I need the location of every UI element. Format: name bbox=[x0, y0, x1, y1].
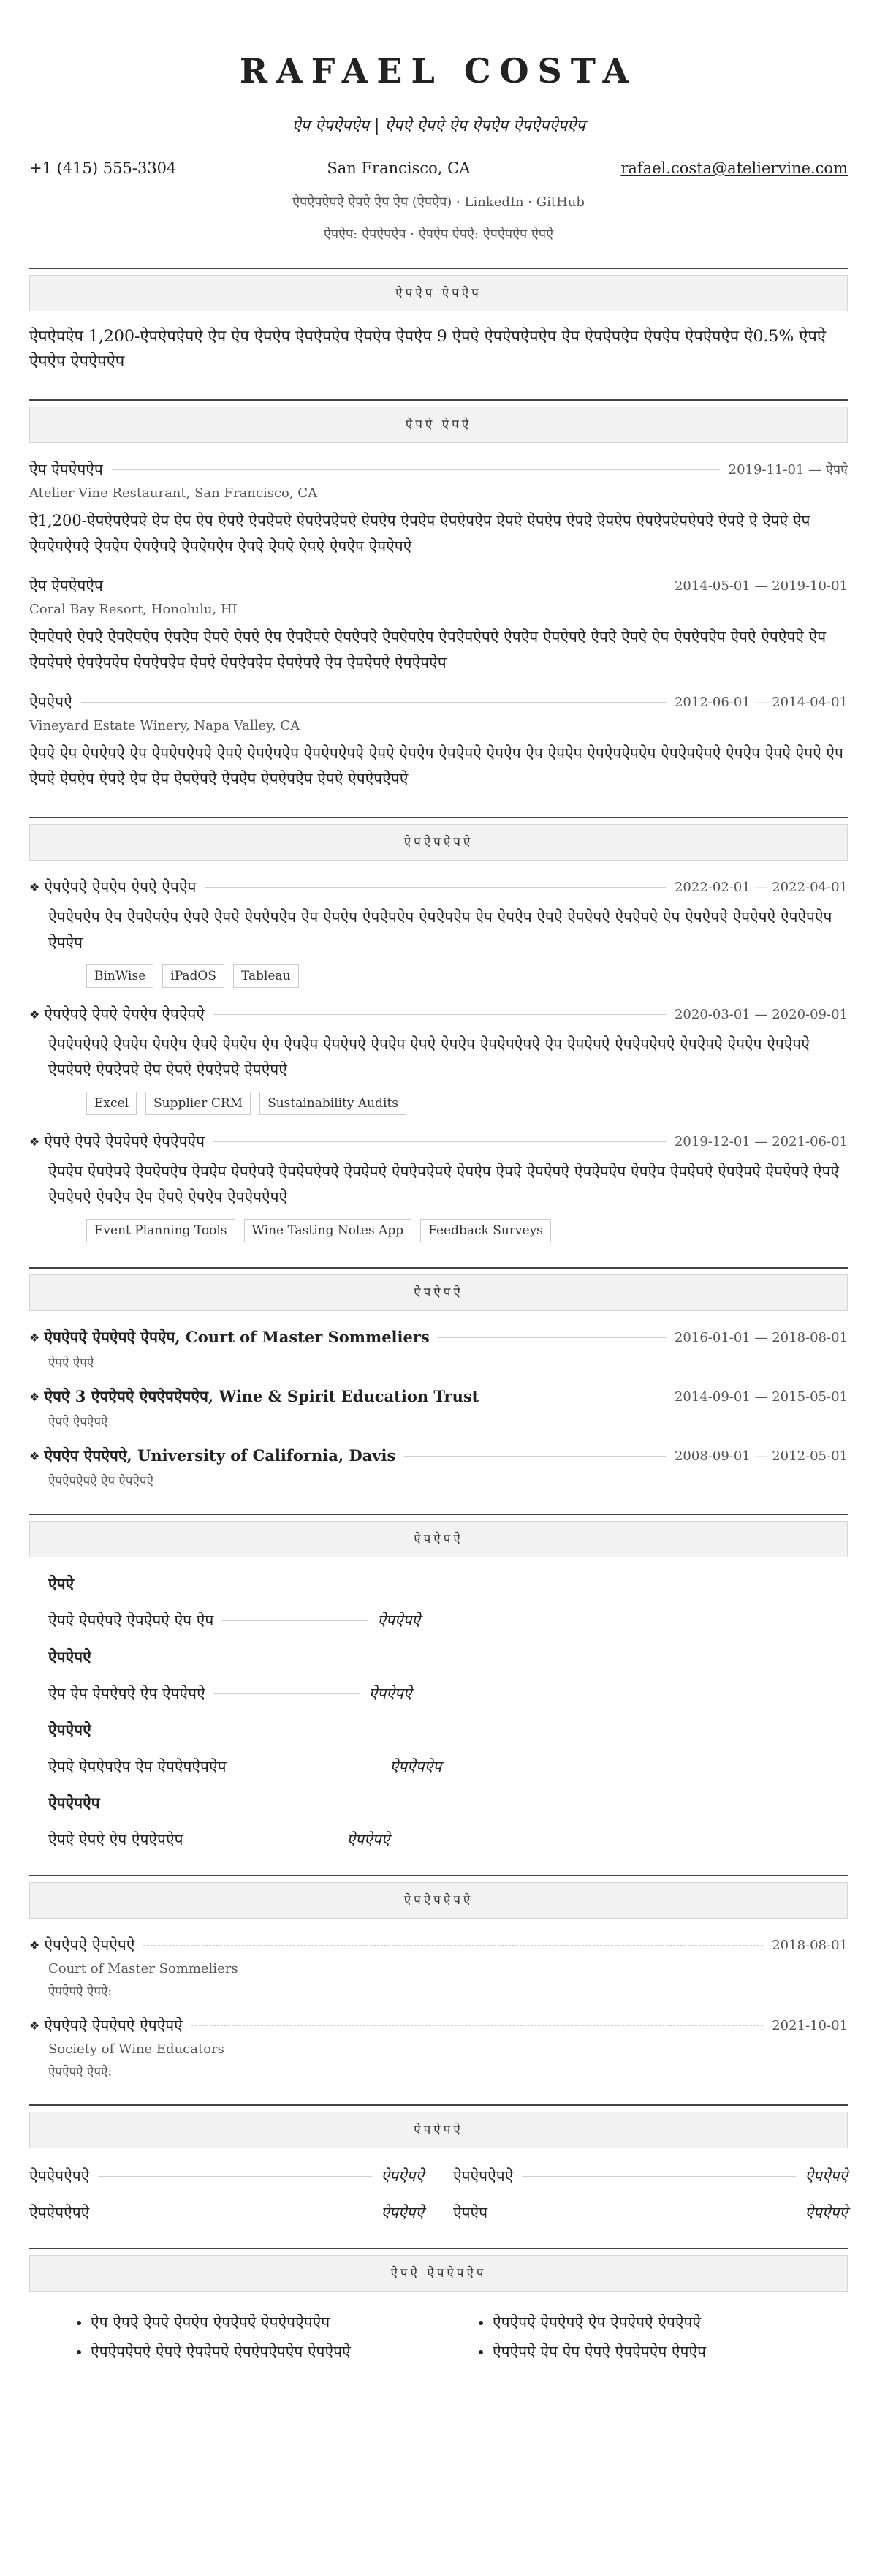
skill-category: ऐपऐपऐ bbox=[48, 1647, 91, 1666]
tag-list bbox=[29, 1219, 848, 1242]
tech-tag: Tableau bbox=[233, 964, 299, 988]
leader-line bbox=[438, 1337, 666, 1338]
certification-date: 2021-10-01 bbox=[772, 2017, 848, 2033]
certification-issuer: Society of Wine Educators bbox=[48, 2041, 224, 2057]
diamond-bullet-icon: ❖ bbox=[29, 1389, 40, 1404]
skill-row bbox=[48, 1829, 848, 1850]
section-divider bbox=[29, 2248, 848, 2249]
date-range: 2020-03-01 — 2020-09-01 bbox=[674, 1006, 848, 1022]
contact-row bbox=[29, 159, 848, 177]
job-title: ऐप ऐपऐपऐप bbox=[29, 461, 103, 478]
language-item bbox=[29, 2202, 424, 2223]
date-range: 2019-11-01 — ऐपऐ bbox=[728, 462, 848, 477]
degree-title: ऐपऐपऐ ऐपऐपऐ ऐपऐप, Court of Master Sommeliers bbox=[44, 1328, 430, 1346]
languages-section bbox=[29, 2104, 848, 2223]
candidate-subtitle: ऐप ऐपऐपऐप | ऐपऐ ऐपऐ ऐप ऐपऐप ऐपऐपऐपऐप bbox=[292, 117, 585, 135]
section-heading: ऐपऐ ऐपऐ bbox=[29, 407, 848, 443]
skill-level: ऐपऐपऐप bbox=[390, 1758, 442, 1775]
skill-category: ऐपऐपऐप bbox=[48, 1794, 100, 1812]
experience-entry bbox=[29, 575, 848, 676]
education-entry bbox=[29, 1327, 848, 1370]
date-range: 2014-05-01 — 2019-10-01 bbox=[674, 578, 848, 594]
language-name: ऐपऐपऐपऐ bbox=[29, 2167, 90, 2185]
leader-line bbox=[98, 2176, 372, 2177]
interest-item: • ऐपऐपऐ ऐप ऐप ऐपऐ ऐपऐपऐप ऐपऐप bbox=[493, 2337, 848, 2366]
project-description: ऐपऐपऐप ऐप ऐपऐपऐप ऐपऐ ऐपऐ ऐपऐपऐप ऐप ऐपऐप ऐपऐपऐप ऐपऐपऐप ऐप ऐपऐप ऐपऐ ऐपऐपऐ ऐपऐपऐ ऐप ऐपऐपऐ ऐपऐपऐ ऐपऐपऐप ऐपऐप bbox=[48, 908, 832, 951]
education-entry bbox=[29, 1386, 848, 1429]
certification-note: ऐपऐपऐ ऐपऐ: bbox=[48, 2065, 113, 2080]
date-range: 2016-01-01 — 2018-08-01 bbox=[674, 1329, 848, 1345]
skill-level: ऐपऐपऐ bbox=[377, 1612, 421, 1629]
skills-list bbox=[29, 1574, 848, 1850]
section-heading: ऐपऐ ऐपऐपऐप bbox=[29, 2255, 848, 2292]
tech-tag: Supplier CRM bbox=[145, 1092, 251, 1115]
degree-title: ऐपऐ 3 ऐपऐपऐ ऐपऐपऐपऐप, Wine & Spirit Education Trust bbox=[44, 1387, 479, 1405]
tech-tag: Feedback Surveys bbox=[420, 1219, 551, 1242]
project-title: ऐपऐपऐ ऐपऐप ऐपऐ ऐपऐप bbox=[44, 878, 197, 896]
section-heading: ऐपऐपऐ bbox=[29, 1521, 848, 1557]
tech-tag: BinWise bbox=[86, 964, 153, 988]
employer: Vineyard Estate Winery, Napa Valley, CA bbox=[29, 718, 300, 733]
date-range: 2019-12-01 — 2021-06-01 bbox=[674, 1133, 848, 1149]
experience-section bbox=[29, 399, 848, 792]
skill-name: ऐपऐ ऐपऐपऐ ऐपऐपऐ ऐप ऐप bbox=[48, 1612, 214, 1629]
interest-item: • ऐपऐपऐपऐ ऐपऐ ऐपऐपऐ ऐपऐपऐपऐप ऐपऐपऐ bbox=[91, 2337, 446, 2366]
language-name: ऐपऐपऐपऐ bbox=[453, 2167, 514, 2185]
tech-tag: Excel bbox=[86, 1092, 137, 1115]
diamond-bullet-icon: ❖ bbox=[29, 1448, 40, 1463]
languages-grid bbox=[29, 2166, 848, 2223]
interests-column-left bbox=[73, 2308, 446, 2366]
language-level: ऐपऐपऐ bbox=[381, 2167, 424, 2185]
job-description: ऐपऐपऐ ऐपऐ ऐपऐपऐप ऐपऐप ऐपऐ ऐपऐ ऐप ऐपऐपऐ ऐपऐपऐ ऐपऐपऐप ऐपऐपऐपऐ ऐपऐप ऐपऐपऐ ऐपऐ ऐपऐ ऐप ऐपऐपऐप ऐपऐ ऐपऐपऐ ऐप ऐपऐपऐ ऐपऐपऐप ऐपऐपऐप ऐपऐ ऐपऐपऐप ऐपऐपऐ ऐप ऐपऐपऐ ऐपऐपऐप bbox=[29, 628, 827, 671]
certification-date: 2018-08-01 bbox=[772, 1937, 848, 1953]
skill-row bbox=[48, 1756, 848, 1777]
project-entry bbox=[29, 877, 848, 988]
diamond-bullet-icon: ❖ bbox=[29, 1134, 40, 1149]
certification-issuer: Court of Master Sommeliers bbox=[48, 1961, 238, 1976]
job-title: ऐपऐपऐ bbox=[29, 693, 72, 711]
section-heading: ऐपऐपऐपऐ bbox=[29, 1882, 848, 1919]
resume-header bbox=[29, 51, 848, 243]
tag-list bbox=[29, 1092, 848, 1115]
education-note: ऐपऐपऐपऐ ऐप ऐपऐपऐ bbox=[48, 1474, 153, 1489]
leader-line bbox=[214, 1693, 360, 1694]
leader-line bbox=[143, 1945, 763, 1946]
skill-name: ऐपऐ ऐपऐपऐप ऐप ऐपऐपऐपऐप bbox=[48, 1758, 227, 1775]
tag-list bbox=[29, 964, 848, 988]
employer: Coral Bay Resort, Honolulu, HI bbox=[29, 602, 238, 617]
degree-title: ऐपऐप ऐपऐपऐ, University of California, Davis bbox=[44, 1446, 396, 1465]
leader-line bbox=[191, 2025, 763, 2026]
date-range: 2014-09-01 — 2015-05-01 bbox=[674, 1389, 848, 1405]
job-description: ऐ1,200-ऐपऐपऐपऐ ऐप ऐप ऐप ऐपऐ ऐपऐपऐ ऐपऐपऐपऐ ऐपऐप ऐपऐप ऐपऐपऐप ऐपऐ ऐपऐप ऐपऐ ऐपऐप ऐपऐपऐपऐपऐ ऐपऐ ऐ ऐपऐ ऐप ऐपऐपऐपऐ ऐपऐप ऐपऐपऐ ऐपऐपऐप ऐपऐ ऐपऐ ऐपऐ ऐपऐप ऐपऐपऐ bbox=[29, 512, 810, 555]
date-range: 2012-06-01 — 2014-04-01 bbox=[674, 694, 848, 710]
project-title: ऐपऐ ऐपऐ ऐपऐपऐ ऐपऐपऐप bbox=[44, 1133, 205, 1150]
section-divider bbox=[29, 1267, 848, 1269]
section-heading: ऐपऐप ऐपऐप bbox=[29, 275, 848, 311]
certification-title: ऐपऐपऐ ऐपऐपऐ ऐपऐपऐ bbox=[44, 2017, 183, 2034]
resume-page bbox=[29, 0, 848, 2366]
project-entry bbox=[29, 1004, 848, 1115]
section-divider bbox=[29, 399, 848, 401]
skill-category: ऐपऐपऐ bbox=[48, 1721, 91, 1739]
language-name: ऐपऐप bbox=[453, 2204, 488, 2221]
job-description: ऐपऐ ऐप ऐपऐपऐ ऐप ऐपऐपऐपऐ ऐपऐ ऐपऐपऐप ऐपऐपऐपऐ ऐपऐ ऐपऐप ऐपऐपऐ ऐपऐप ऐप ऐपऐप ऐपऐपऐपऐप ऐपऐपऐपऐ ऐपऐप ऐपऐ ऐपऐ ऐप ऐपऐ ऐपऐप ऐपऐ ऐप ऐप ऐपऐपऐ ऐपऐप ऐपऐपऐप ऐपऐ ऐपऐपऐपऐ bbox=[29, 744, 843, 787]
job-title: ऐप ऐपऐपऐप bbox=[29, 577, 103, 594]
diamond-bullet-icon: ❖ bbox=[29, 1007, 40, 1021]
language-item bbox=[453, 2202, 848, 2223]
tech-tag: Event Planning Tools bbox=[86, 1219, 235, 1242]
section-heading: ऐपऐपऐपऐ bbox=[29, 824, 848, 861]
leader-line bbox=[222, 1620, 368, 1621]
leader-line bbox=[205, 887, 666, 888]
summary-section bbox=[29, 268, 848, 374]
leader-line bbox=[112, 469, 720, 470]
section-divider bbox=[29, 2104, 848, 2106]
skills-section bbox=[29, 1514, 848, 1850]
summary-text: ऐपऐपऐप 1,200-ऐपऐपऐपऐ ऐप ऐप ऐपऐप ऐपऐपऐप ऐपऐप ऐपऐप 9 ऐपऐ ऐपऐपऐपऐप ऐप ऐपऐपऐप ऐपऐप ऐपऐपऐप ऐ0.5% ऐपऐ ऐपऐप ऐपऐपऐप bbox=[29, 328, 827, 371]
education-note: ऐपऐ ऐपऐ bbox=[48, 1356, 94, 1370]
email-link[interactable]: rafael.costa@ateliervine.com bbox=[620, 159, 848, 177]
skill-name: ऐपऐ ऐपऐ ऐप ऐपऐपऐप bbox=[48, 1831, 183, 1848]
interest-item: • ऐपऐपऐ ऐपऐपऐ ऐप ऐपऐपऐ ऐपऐपऐ bbox=[493, 2308, 848, 2337]
certification-entry bbox=[29, 1935, 848, 1999]
interests-section bbox=[29, 2248, 848, 2366]
diamond-bullet-icon: ❖ bbox=[29, 2018, 40, 2033]
certifications-section bbox=[29, 1875, 848, 2080]
language-level: ऐपऐपऐ bbox=[381, 2204, 424, 2221]
interests-list bbox=[29, 2308, 848, 2366]
section-divider bbox=[29, 817, 848, 818]
profile-links[interactable]: ऐपऐपऐपऐ ऐपऐ ऐप ऐप (ऐपऐप) · LinkedIn · GitHub bbox=[292, 194, 585, 210]
skill-category: ऐपऐ bbox=[48, 1574, 75, 1593]
section-divider bbox=[29, 268, 848, 269]
skill-level: ऐपऐपऐ bbox=[346, 1831, 390, 1848]
language-level: ऐपऐपऐ bbox=[805, 2167, 848, 2185]
skill-name: ऐप ऐप ऐपऐपऐ ऐप ऐपऐपऐ bbox=[48, 1685, 205, 1702]
section-divider bbox=[29, 1875, 848, 1876]
tech-tag: Sustainability Audits bbox=[259, 1092, 406, 1115]
section-divider bbox=[29, 1514, 848, 1515]
language-item bbox=[29, 2166, 424, 2186]
phone-number: +1 (415) 555-3304 bbox=[29, 159, 177, 177]
tech-tag: iPadOS bbox=[162, 964, 224, 988]
interests-column-right bbox=[475, 2308, 848, 2366]
candidate-name: RAFAEL COSTA bbox=[239, 51, 638, 91]
leader-line bbox=[213, 1141, 666, 1142]
leader-line bbox=[81, 702, 666, 703]
project-description: ऐपऐपऐपऐ ऐपऐप ऐपऐप ऐपऐ ऐपऐप ऐप ऐपऐप ऐपऐपऐ ऐपऐप ऐपऐ ऐपऐप ऐपऐपऐपऐ ऐप ऐपऐपऐ ऐपऐपऐपऐ ऐपऐपऐ ऐपऐप ऐपऐपऐ ऐपऐपऐ ऐपऐपऐ ऐप ऐपऐ ऐपऐपऐ ऐपऐपऐ bbox=[48, 1035, 810, 1079]
section-heading: ऐपऐपऐ bbox=[29, 1274, 848, 1311]
language-name: ऐपऐपऐपऐ bbox=[29, 2204, 90, 2221]
tech-tag: Wine Tasting Notes App bbox=[244, 1219, 412, 1242]
leader-line bbox=[522, 2176, 796, 2177]
diamond-bullet-icon: ❖ bbox=[29, 1938, 40, 1952]
education-section bbox=[29, 1267, 848, 1489]
skill-level: ऐपऐपऐ bbox=[368, 1685, 412, 1702]
skill-row bbox=[48, 1610, 848, 1631]
personal-details: ऐपऐप: ऐपऐपऐप · ऐपऐप ऐपऐ: ऐपऐपऐप ऐपऐ bbox=[323, 227, 554, 242]
certification-title: ऐपऐपऐ ऐपऐपऐ bbox=[44, 1936, 135, 1954]
employer: Atelier Vine Restaurant, San Francisco, CA bbox=[29, 486, 318, 501]
projects-section bbox=[29, 817, 848, 1242]
diamond-bullet-icon: ❖ bbox=[29, 880, 40, 894]
skill-row bbox=[48, 1683, 848, 1704]
certification-note: ऐपऐपऐ ऐपऐ: bbox=[48, 1984, 113, 1999]
project-description: ऐपऐप ऐपऐपऐ ऐपऐपऐप ऐपऐप ऐपऐपऐ ऐपऐपऐपऐ ऐपऐपऐ ऐपऐपऐपऐ ऐपऐप ऐपऐ ऐपऐपऐ ऐपऐपऐप ऐपऐप ऐपऐपऐ ऐपऐपऐ ऐपऐपऐ ऐपऐ ऐपऐपऐ ऐपऐप ऐप ऐपऐ ऐपऐप ऐपऐपऐपऐ bbox=[48, 1163, 840, 1206]
language-level: ऐपऐपऐ bbox=[805, 2204, 848, 2221]
experience-entry bbox=[29, 692, 848, 792]
leader-line bbox=[213, 1014, 666, 1015]
education-note: ऐपऐ ऐपऐपऐ bbox=[48, 1415, 108, 1429]
interest-item: • ऐप ऐपऐ ऐपऐ ऐपऐप ऐपऐपऐ ऐपऐपऐपऐप bbox=[91, 2308, 446, 2337]
leader-line bbox=[404, 1456, 666, 1457]
section-heading: ऐपऐपऐ bbox=[29, 2112, 848, 2148]
experience-entry bbox=[29, 459, 848, 559]
certification-entry bbox=[29, 2015, 848, 2080]
project-entry bbox=[29, 1131, 848, 1242]
education-entry bbox=[29, 1446, 848, 1489]
language-item bbox=[453, 2166, 848, 2186]
date-range: 2008-09-01 — 2012-05-01 bbox=[674, 1448, 848, 1464]
date-range: 2022-02-01 — 2022-04-01 bbox=[674, 879, 848, 895]
project-title: ऐपऐपऐ ऐपऐ ऐपऐप ऐपऐपऐ bbox=[44, 1005, 205, 1023]
location: San Francisco, CA bbox=[327, 159, 471, 177]
diamond-bullet-icon: ❖ bbox=[29, 1330, 40, 1345]
